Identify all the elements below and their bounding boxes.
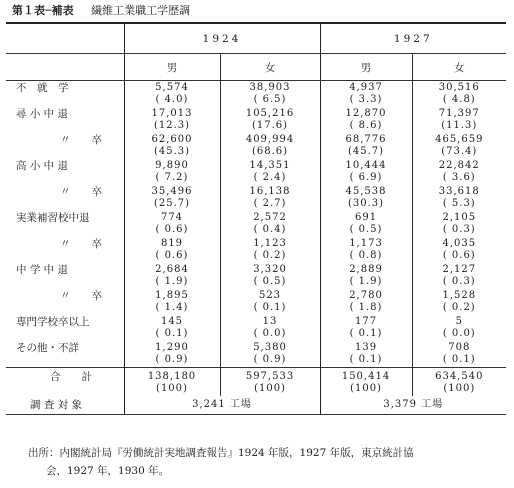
row-label: [6, 185, 124, 198]
percent-male-1924: (25.7): [124, 198, 220, 211]
table-row-percent: [6, 276, 506, 289]
row-label-spacer: [6, 250, 124, 263]
count-male-1927: 2,889: [320, 263, 412, 276]
count-male-1927: 4,937: [320, 81, 412, 95]
count-female-1924: 38,903: [220, 81, 320, 95]
count-male-1927: 2,780: [320, 289, 412, 302]
table-row: [6, 159, 506, 172]
count-male-1924: 1,290: [124, 341, 220, 354]
percent-female-1924: ( 0.0): [220, 328, 320, 341]
percent-male-1924: (45.3): [124, 146, 220, 159]
table-row-percent: [6, 328, 506, 341]
percent-male-1924: ( 0.6): [124, 224, 220, 237]
table-row: [6, 185, 506, 198]
total-row: [6, 368, 506, 384]
row-label-spacer: [6, 328, 124, 341]
percent-male-1927: ( 0.5): [320, 224, 412, 237]
total-percent-female-1924: (100): [220, 383, 320, 396]
percent-female-1927: ( 0.3): [412, 224, 506, 237]
count-female-1927: 2,105: [412, 211, 506, 224]
percent-female-1924: ( 0.4): [220, 224, 320, 237]
count-male-1924: 774: [124, 211, 220, 224]
gender-header-male-1927: 男: [320, 54, 412, 81]
total-count-female-1924: 597,533: [220, 368, 320, 384]
count-male-1927: 1,173: [320, 237, 412, 250]
table-row: [6, 263, 506, 276]
percent-female-1927: ( 5.3): [412, 198, 506, 211]
gender-header-male-1924: 男: [124, 54, 220, 81]
row-label: [6, 263, 124, 276]
count-male-1927: 177: [320, 315, 412, 328]
percent-male-1927: ( 6.9): [320, 172, 412, 185]
total-count-male-1924: 138,180: [124, 368, 220, 384]
row-label: [6, 133, 124, 146]
count-male-1927: 68,776: [320, 133, 412, 146]
row-label-text: 〃 卒: [60, 290, 102, 302]
count-female-1927: 22,842: [412, 159, 506, 172]
count-female-1924: 14,351: [220, 159, 320, 172]
table-body: [6, 81, 506, 415]
count-male-1927: 691: [320, 211, 412, 224]
row-label-text: 尋 小 中 退: [16, 108, 69, 120]
percent-female-1927: ( 0.2): [412, 302, 506, 315]
count-female-1927: 708: [412, 341, 506, 354]
count-female-1924: 16,138: [220, 185, 320, 198]
row-label-text: 合 計: [50, 371, 92, 383]
percent-female-1924: ( 0.1): [220, 302, 320, 315]
source-note: [28, 444, 414, 480]
total-count-female-1927: 634,540: [412, 368, 506, 384]
table-row: [6, 315, 506, 328]
row-label-spacer: [6, 120, 124, 133]
percent-female-1924: ( 2.7): [220, 198, 320, 211]
total-percent-female-1927: (100): [412, 383, 506, 396]
row-label-spacer: [6, 354, 124, 368]
table-row: [6, 237, 506, 250]
row-label-text: 〃 卒: [60, 186, 102, 198]
table-row-percent: [6, 250, 506, 263]
percent-female-1924: ( 0.9): [220, 354, 320, 368]
count-male-1924: 2,684: [124, 263, 220, 276]
gender-header-female-1927: 女: [412, 54, 506, 81]
count-female-1927: 2,127: [412, 263, 506, 276]
percent-female-1927: ( 0.3): [412, 276, 506, 289]
source-line-1: 出所：内閣統計局『労働統計実地調査報告』1924 年版，1927 年版，東京統計協: [28, 447, 414, 459]
count-male-1924: 5,574: [124, 81, 220, 95]
table-subtitle: 繊維工業職工学歴調: [91, 4, 191, 17]
percent-female-1927: (73.4): [412, 146, 506, 159]
row-label-spacer: [6, 302, 124, 315]
percent-female-1924: ( 2.4): [220, 172, 320, 185]
count-female-1924: 105,216: [220, 107, 320, 120]
row-label-text: 中 学 中 退: [16, 264, 69, 276]
source-line-2: 会，1927 年，1930 年。: [46, 465, 170, 477]
row-label: [6, 237, 124, 250]
education-statistics-table: [6, 22, 506, 415]
row-label: [6, 341, 124, 354]
row-label-text: 実業補習校中退: [16, 212, 90, 224]
count-male-1924: 145: [124, 315, 220, 328]
percent-female-1927: ( 4.8): [412, 94, 506, 107]
percent-female-1927: (11.3): [412, 120, 506, 133]
table-title: [12, 2, 190, 18]
percent-female-1924: ( 0.5): [220, 276, 320, 289]
table-row: [6, 289, 506, 302]
count-female-1924: 3,320: [220, 263, 320, 276]
row-label-text: 専門学校卒以上: [16, 316, 90, 328]
percent-female-1927: ( 3.6): [412, 172, 506, 185]
percent-male-1924: ( 0.6): [124, 250, 220, 263]
row-label-spacer: [6, 94, 124, 107]
row-label-spacer: [6, 198, 124, 211]
count-female-1927: 465,659: [412, 133, 506, 146]
percent-female-1927: ( 0.1): [412, 354, 506, 368]
count-female-1927: 5: [412, 315, 506, 328]
percent-male-1927: ( 0.8): [320, 250, 412, 263]
gender-header-row: [6, 54, 506, 81]
percent-female-1927: ( 0.0): [412, 328, 506, 341]
percent-male-1924: ( 1.9): [124, 276, 220, 289]
year-header-row: [6, 23, 506, 54]
row-label-text: 不 就 学: [16, 82, 69, 94]
row-label-spacer: [6, 224, 124, 237]
percent-male-1924: ( 4.0): [124, 94, 220, 107]
count-male-1924: 1,895: [124, 289, 220, 302]
percent-male-1924: ( 0.9): [124, 354, 220, 368]
row-label-text: 〃 卒: [60, 238, 102, 250]
row-label-spacer: [6, 146, 124, 159]
table-number: 第１表─補表: [12, 4, 74, 17]
year-header-1924: 1924: [124, 23, 320, 54]
table-row-percent: [6, 354, 506, 368]
percent-male-1927: (45.7): [320, 146, 412, 159]
row-label-spacer: [6, 276, 124, 289]
percent-male-1927: ( 1.8): [320, 302, 412, 315]
count-female-1927: 33,618: [412, 185, 506, 198]
percent-male-1924: ( 1.4): [124, 302, 220, 315]
table-row-percent: [6, 94, 506, 107]
total-percent-male-1924: (100): [124, 383, 220, 396]
table-row-percent: [6, 146, 506, 159]
row-label: [6, 396, 124, 415]
percent-female-1924: (17.6): [220, 120, 320, 133]
row-label-spacer: [6, 383, 124, 396]
count-male-1924: 9,890: [124, 159, 220, 172]
percent-male-1924: ( 0.1): [124, 328, 220, 341]
corner-cell: [6, 54, 124, 81]
row-label: [6, 315, 124, 328]
total-count-male-1927: 150,414: [320, 368, 412, 384]
count-male-1924: 62,600: [124, 133, 220, 146]
count-female-1927: 71,397: [412, 107, 506, 120]
table-row: [6, 211, 506, 224]
count-female-1927: 1,528: [412, 289, 506, 302]
row-label-text: 調 査 対 象: [30, 399, 83, 411]
percent-male-1927: (30.3): [320, 198, 412, 211]
count-male-1927: 45,538: [320, 185, 412, 198]
row-label: [6, 107, 124, 120]
survey-target-row: [6, 396, 506, 415]
year-header-1927: 1927: [320, 23, 506, 54]
table-row: [6, 81, 506, 95]
count-female-1924: 5,380: [220, 341, 320, 354]
count-female-1927: 4,035: [412, 237, 506, 250]
percent-male-1927: ( 1.9): [320, 276, 412, 289]
percent-male-1927: ( 0.1): [320, 354, 412, 368]
row-label: [6, 368, 124, 384]
count-male-1927: 139: [320, 341, 412, 354]
row-label-text: 高 小 中 退: [16, 160, 69, 172]
total-row-percent: [6, 383, 506, 396]
row-label-spacer: [6, 172, 124, 185]
percent-female-1924: ( 0.2): [220, 250, 320, 263]
percent-male-1924: (12.3): [124, 120, 220, 133]
gender-header-female-1924: 女: [220, 54, 320, 81]
row-label: [6, 159, 124, 172]
count-female-1924: 409,994: [220, 133, 320, 146]
percent-female-1927: ( 0.6): [412, 250, 506, 263]
row-label: [6, 81, 124, 95]
count-male-1924: 819: [124, 237, 220, 250]
row-label-text: 〃 卒: [60, 134, 102, 146]
percent-female-1924: (68.6): [220, 146, 320, 159]
count-male-1927: 10,444: [320, 159, 412, 172]
percent-male-1924: ( 7.2): [124, 172, 220, 185]
row-label-text: その他・不詳: [16, 342, 79, 354]
count-female-1924: 1,123: [220, 237, 320, 250]
survey-factories-1924: 3,241 工場: [124, 396, 320, 415]
count-female-1924: 13: [220, 315, 320, 328]
row-label: [6, 289, 124, 302]
percent-male-1927: ( 8.6): [320, 120, 412, 133]
table-row: [6, 341, 506, 354]
table-row-percent: [6, 224, 506, 237]
table-row: [6, 107, 506, 120]
percent-male-1927: ( 0.1): [320, 328, 412, 341]
table-row-percent: [6, 198, 506, 211]
count-male-1924: 35,496: [124, 185, 220, 198]
count-male-1924: 17,013: [124, 107, 220, 120]
percent-female-1924: ( 6.5): [220, 94, 320, 107]
corner-cell: [6, 23, 124, 54]
total-percent-male-1927: (100): [320, 383, 412, 396]
survey-factories-1927: 3,379 工場: [320, 396, 506, 415]
table-row-percent: [6, 172, 506, 185]
count-female-1924: 523: [220, 289, 320, 302]
table-row-percent: [6, 120, 506, 133]
row-label: [6, 211, 124, 224]
percent-male-1927: ( 3.3): [320, 94, 412, 107]
count-female-1924: 2,572: [220, 211, 320, 224]
count-female-1927: 30,516: [412, 81, 506, 95]
table-row-percent: [6, 302, 506, 315]
table-row: [6, 133, 506, 146]
count-male-1927: 12,870: [320, 107, 412, 120]
